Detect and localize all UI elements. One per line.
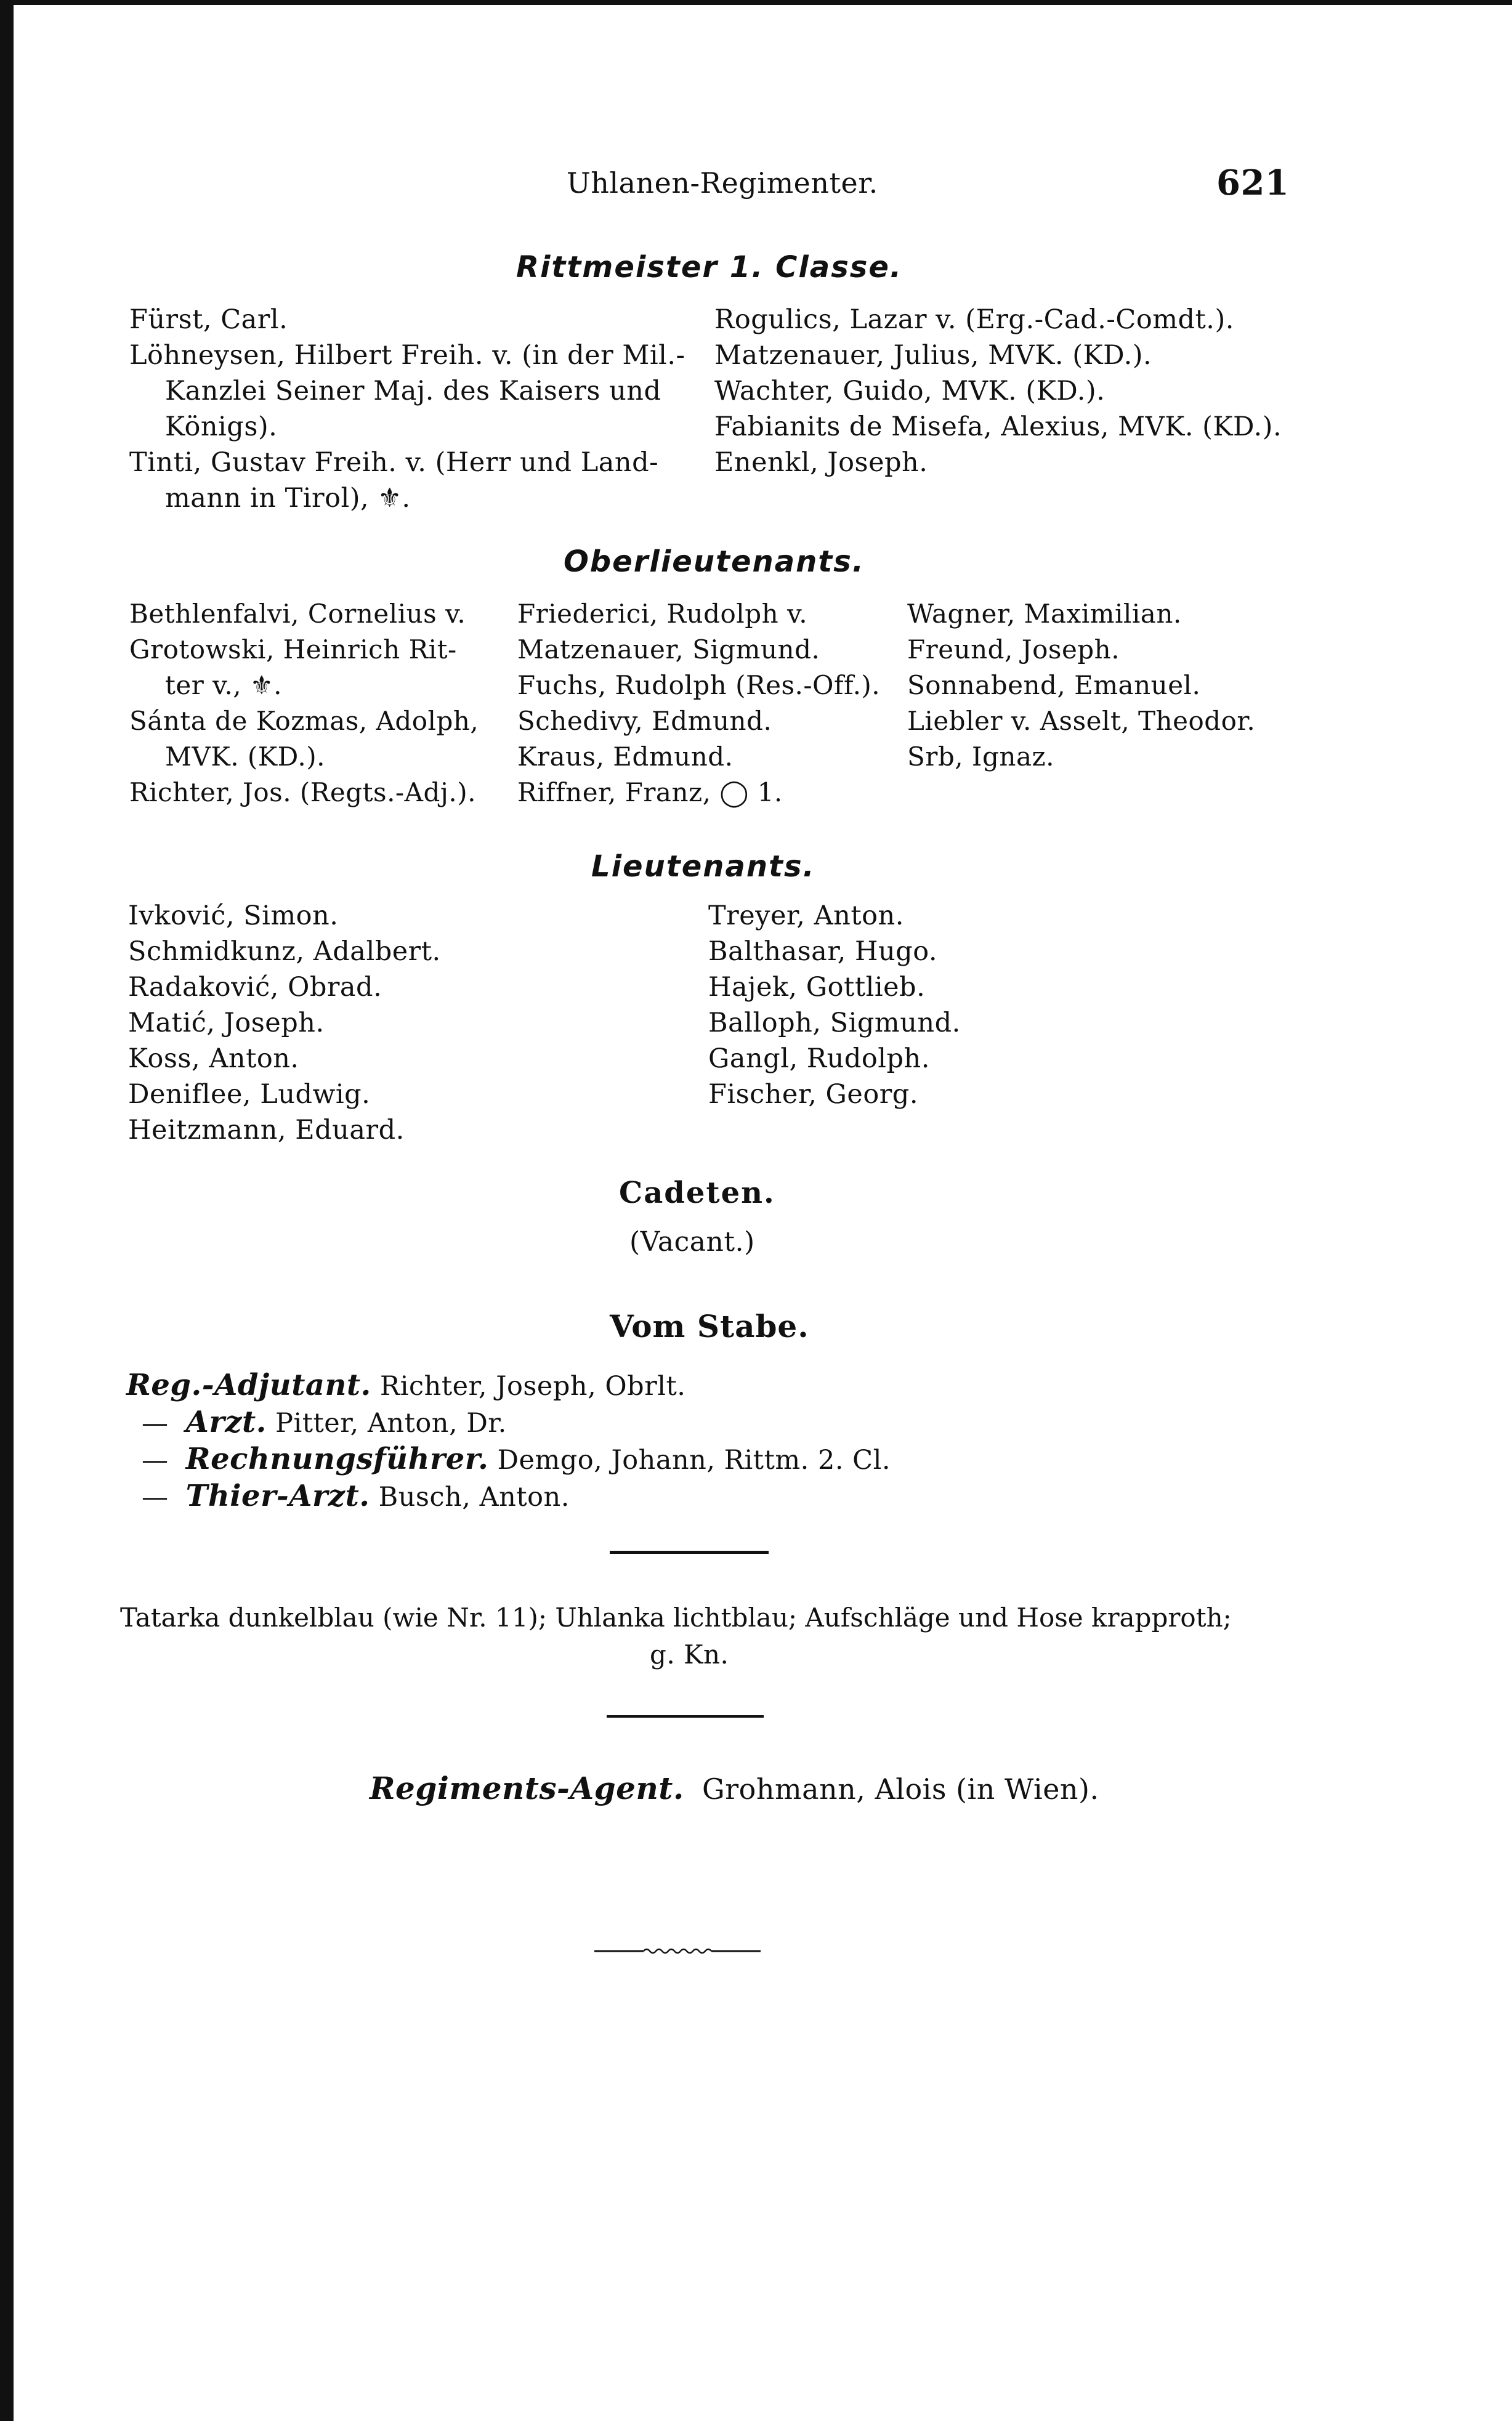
list-item: Ivković, Simon. [128,900,339,931]
list-item: Freund, Joseph. [907,634,1120,665]
section-heading-lieutenants: Lieutenants. [591,849,815,884]
wave-ornament-icon [594,1947,761,1955]
stabe-role: Thier-Arzt. [185,1479,370,1513]
list-item: Matzenauer, Julius, MVK. (KD.). [714,340,1152,371]
regiments-agent [370,1771,1099,1807]
cadeten-note: (Vacant.) [629,1226,755,1258]
list-item: Schedivy, Edmund. [517,706,772,736]
list-item: Wagner, Maximilian. [907,599,1182,629]
oberlieutenants-column-3 [907,596,1255,775]
list-item: Riffner, Franz, ◯ 1. [517,777,783,807]
stabe-name: Richter, Joseph, Obrlt. [379,1371,686,1402]
stabe-entry [126,1404,891,1441]
list-item: Kraus, Edmund. [517,742,734,772]
list-item: Grotowski, Heinrich Rit- [129,634,457,665]
section-heading-vom-stabe: Vom Stabe. [610,1308,809,1344]
stabe-entry [126,1478,891,1515]
stabe-role: Rechnungsführer. [185,1442,489,1476]
agent-role: Regiments-Agent. [370,1770,684,1806]
list-item: Hajek, Gottlieb. [708,972,926,1003]
list-item: Srb, Ignaz. [907,742,1054,772]
section-heading-rittmeister: Rittmeister 1. Classe. [516,250,903,285]
ditto-dash: — [142,1445,169,1476]
running-header: Uhlanen-Regimenter. [567,166,878,200]
stabe-role: Reg.-Adjutant. [126,1368,371,1402]
stabe-list [126,1367,891,1515]
list-item: Balthasar, Hugo. [708,936,937,967]
list-item: Koss, Anton. [128,1043,299,1074]
agent-name: Grohmann, Alois (in Wien). [701,1772,1099,1806]
list-item: Richter, Jos. (Regts.-Adj.). [129,777,476,807]
list-item: Löhneysen, Hilbert Freih. v. (in der Mil.- [129,340,685,371]
list-item: Schmidkunz, Adalbert. [128,936,441,967]
list-item: Rogulics, Lazar v. (Erg.-Cad.-Comdt.). [714,304,1234,335]
list-item: Fürst, Carl. [129,304,288,335]
stabe-name: Pitter, Anton, Dr. [275,1408,507,1439]
uniform-line-2: g. Kn. [650,1639,729,1670]
list-item: Bethlenfalvi, Cornelius v. [129,599,466,629]
stabe-entry [126,1367,891,1404]
list-item-continuation: Kanzlei Seiner Maj. des Kaisers und [165,376,661,406]
section-heading-cadeten: Cadeten. [619,1176,775,1210]
list-item: Sonnabend, Emanuel. [907,670,1201,700]
list-item: Gangl, Rudolph. [708,1043,930,1074]
section-heading-oberlieutenants: Oberlieutenants. [564,544,865,579]
divider-rule [607,1715,764,1718]
ditto-dash: — [142,1482,169,1513]
list-item: Deniflee, Ludwig. [128,1079,371,1110]
rittmeister-left-column [129,302,685,516]
list-item: Liebler v. Asselt, Theodor. [907,706,1256,736]
list-item: Treyer, Anton. [708,900,904,931]
uniform-line-1: Tatarka dunkelblau (wie Nr. 11); Uhlanka lichtblau; Aufschläge und Hose krapproth; [120,1603,1232,1633]
lieutenants-right-column [708,898,961,1112]
list-item: Heitzmann, Eduard. [128,1115,405,1146]
list-item-continuation: Königs). [165,411,278,442]
ditto-dash: — [142,1408,169,1439]
divider-rule [610,1551,769,1554]
list-item: Fuchs, Rudolph (Res.-Off.). [517,670,881,700]
list-item: Fabianits de Misefa, Alexius, MVK. (KD.). [714,411,1282,442]
list-item: Matić, Joseph. [128,1008,325,1038]
oberlieutenants-column-2 [517,596,880,810]
ornament-divider [594,1929,761,1938]
stabe-name: Demgo, Johann, Rittm. 2. Cl. [497,1445,891,1476]
list-item: Enenkl, Joseph. [714,447,928,478]
list-item: Radaković, Obrad. [128,972,382,1003]
list-item: Sánta de Kozmas, Adolph, [129,706,479,736]
list-item-continuation: MVK. (KD.). [165,742,325,772]
list-item-continuation: ter v., ⚜. [165,670,282,700]
stabe-role: Arzt. [185,1405,267,1439]
list-item: Friederici, Rudolph v. [517,599,808,629]
list-item: Wachter, Guido, MVK. (KD.). [714,376,1106,406]
rittmeister-right-column [714,302,1282,480]
list-item: Balloph, Sigmund. [708,1008,961,1038]
lieutenants-left-column [128,898,441,1148]
list-item: Fischer, Georg. [708,1079,918,1110]
list-item: Matzenauer, Sigmund. [517,634,820,665]
list-item-continuation: mann in Tirol), ⚜. [165,483,411,514]
stabe-name: Busch, Anton. [378,1482,570,1513]
stabe-entry [126,1441,891,1478]
list-item: Tinti, Gustav Freih. v. (Herr und Land- [129,447,659,478]
page-number: 621 [1216,163,1290,203]
oberlieutenants-column-1 [129,596,479,810]
